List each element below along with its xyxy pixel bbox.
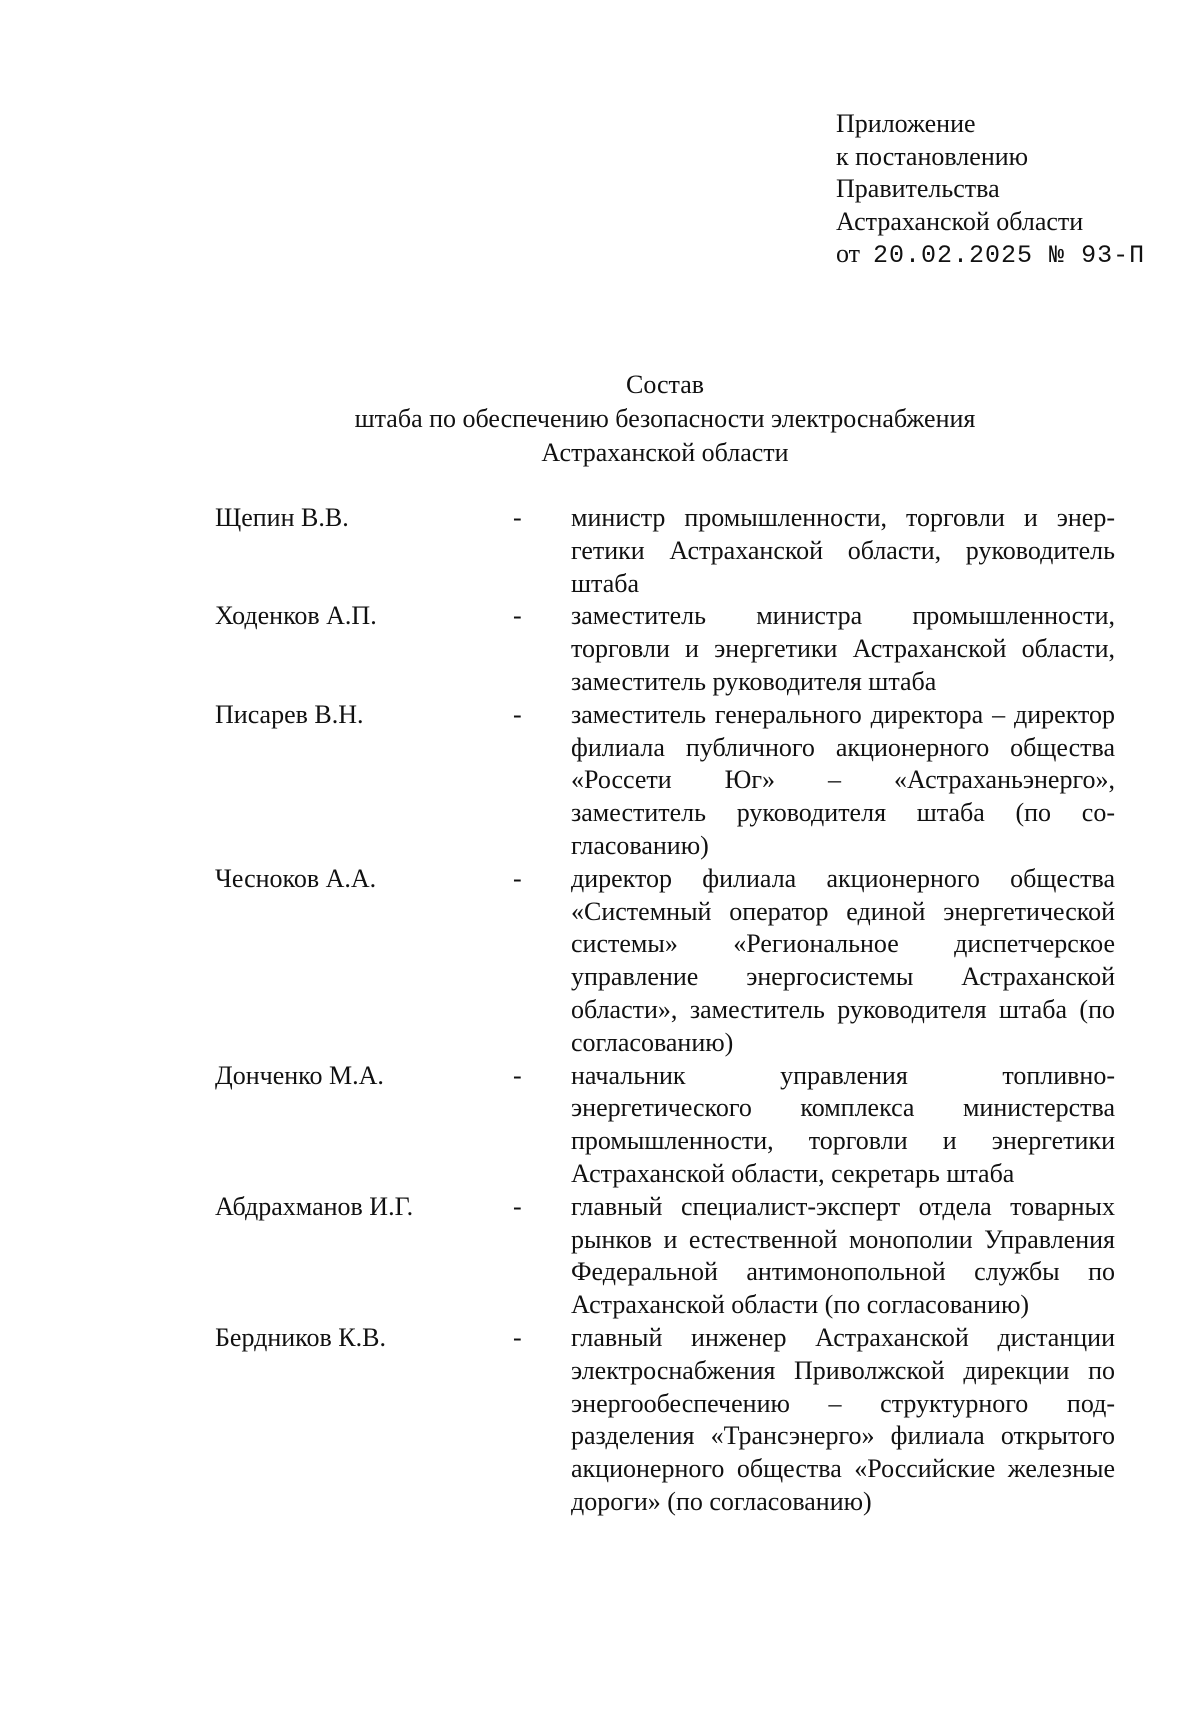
title-line: штаба по обеспечению безопасности электроснабжения bbox=[354, 404, 976, 433]
member-dash: - bbox=[513, 699, 522, 729]
member-entry bbox=[215, 1060, 1115, 1191]
document-title bbox=[0, 368, 1200, 470]
appendix-block bbox=[836, 108, 1145, 273]
member-name: Бердников К.В. bbox=[215, 1322, 386, 1352]
member-entry bbox=[215, 1191, 1115, 1322]
title-line: Состав bbox=[625, 370, 705, 399]
member-dash: - bbox=[513, 601, 522, 631]
member-name: Щепин В.В. bbox=[215, 503, 349, 532]
member-role: главный специалист-эксперт отдела товарных рынков и естественной монополии Управления Федеральной антимонопольной службы по Астраханской области (по согласованию) bbox=[571, 1191, 1115, 1320]
member-role: заместитель генерального директора – директор филиала публичного акционерного общества «Россети Юг» – «Астраханьэнерго», заместитель руководителя штаба (по согласованию) bbox=[571, 699, 1115, 860]
member-dash: - bbox=[513, 503, 522, 532]
member-role: начальник управления топливно-энергетического комплекса министерства промышленности, торговли и энергетики Астраханской области, секретарь штаба bbox=[571, 1060, 1115, 1188]
member-role: главный инженер Астраханской дистанции электроснабжения Приволжской дирекции по энергообеспечению – структурного подразделения «Трансэнерго» филиала открытого акционерного общества «Российские железные дороги» (по согласованию) bbox=[571, 1322, 1115, 1516]
member-name: Абдрахманов И.Г. bbox=[215, 1191, 414, 1221]
member-name: Ходенков А.П. bbox=[215, 601, 377, 631]
member-role: министр промышленности, торговли и энергетики Астраханской области, руководитель штаба bbox=[571, 503, 1115, 598]
member-role: заместитель министра промышленности, торговли и энергетики Астраханской области, заместитель руководителя штаба bbox=[571, 601, 1115, 696]
member-dash: - bbox=[513, 1322, 522, 1352]
appendix-line: Астраханской области bbox=[836, 206, 1084, 236]
member-name: Писарев В.Н. bbox=[215, 699, 364, 729]
member-name: Донченко М.А. bbox=[215, 1060, 384, 1090]
appendix-line: к постановлению bbox=[836, 141, 1029, 171]
member-dash: - bbox=[513, 1191, 522, 1221]
date-stamp: 20.02.2025 № 93-П bbox=[873, 241, 1146, 270]
members-list bbox=[215, 502, 1115, 1519]
member-entry bbox=[215, 863, 1115, 1060]
member-entry bbox=[215, 600, 1115, 698]
appendix-line: Приложение bbox=[836, 109, 976, 138]
member-entry bbox=[215, 1322, 1115, 1519]
date-prefix: от bbox=[836, 239, 861, 268]
appendix-date-line bbox=[836, 238, 1145, 273]
member-entry bbox=[215, 502, 1115, 600]
member-dash: - bbox=[513, 863, 522, 893]
member-dash: - bbox=[513, 1060, 522, 1090]
appendix-line: Правительства bbox=[836, 174, 1000, 203]
member-entry bbox=[215, 699, 1115, 863]
title-line: Астраханской области bbox=[541, 438, 789, 467]
member-name: Чесноков А.А. bbox=[215, 863, 377, 893]
member-role: директор филиала акционерного общества «Системный оператор единой энергетической системы» «Региональное диспетчерское управление энергосистемы Астраханской области», заместитель руководителя штаба (по согласованию) bbox=[571, 863, 1115, 1057]
